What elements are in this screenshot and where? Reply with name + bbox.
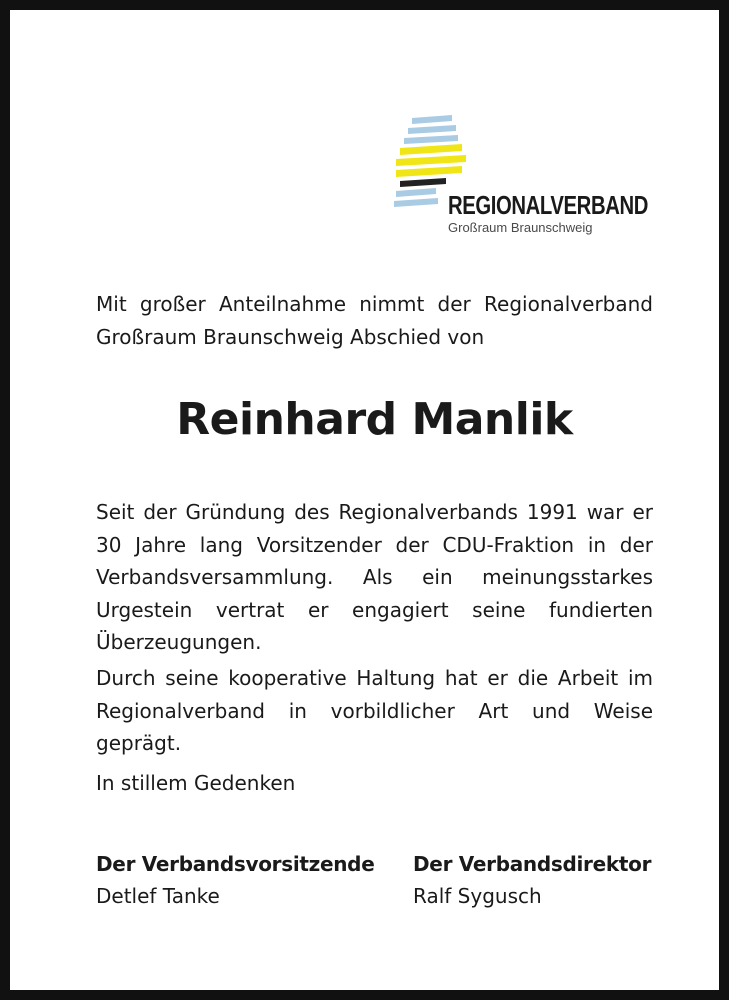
logo-stripe bbox=[404, 135, 458, 144]
logo-stripe bbox=[412, 115, 452, 124]
signature-title: Der Verbandsdirektor bbox=[413, 852, 652, 876]
logo-stripe bbox=[396, 188, 436, 197]
logo-subtitle: Großraum Braunschweig bbox=[448, 220, 593, 235]
signature-chair bbox=[96, 848, 374, 912]
logo-stripe bbox=[396, 155, 466, 166]
signature-title: Der Verbandsvorsitzende bbox=[96, 852, 375, 876]
deceased-name: Reinhard Manlik bbox=[176, 394, 573, 445]
logo-title: REGIONALVERBAND bbox=[448, 190, 648, 220]
signature-name: Ralf Sygusch bbox=[413, 884, 542, 908]
intro-text: Mit großer Anteilnahme nimmt der Regionalverband Großraum Braunschweig Abschied von bbox=[96, 292, 653, 349]
logo-stripe bbox=[400, 178, 446, 187]
regionalverband-logo bbox=[390, 114, 660, 244]
closing-line: In stillem Gedenken bbox=[96, 771, 296, 795]
tribute-paragraph-1: Seit der Gründung des Regionalverbands 1991 war er 30 Jahre lang Vorsitzender der CDU-Fraktion in der Verbandsversammlung. Als ein meinungsstarkes Urgestein vertrat er engagiert seine fundierten Überzeugungen. bbox=[96, 500, 653, 654]
logo-stripe bbox=[396, 166, 462, 177]
logo-stripe bbox=[400, 144, 462, 155]
tribute-paragraph-2: Durch seine kooperative Haltung hat er die Arbeit im Regionalverband in vorbildlicher Art und Weise geprägt. bbox=[96, 666, 653, 755]
logo-stripe bbox=[408, 125, 456, 134]
signature-director bbox=[413, 848, 651, 912]
signature-name: Detlef Tanke bbox=[96, 884, 220, 908]
logo-stripe bbox=[394, 198, 438, 207]
